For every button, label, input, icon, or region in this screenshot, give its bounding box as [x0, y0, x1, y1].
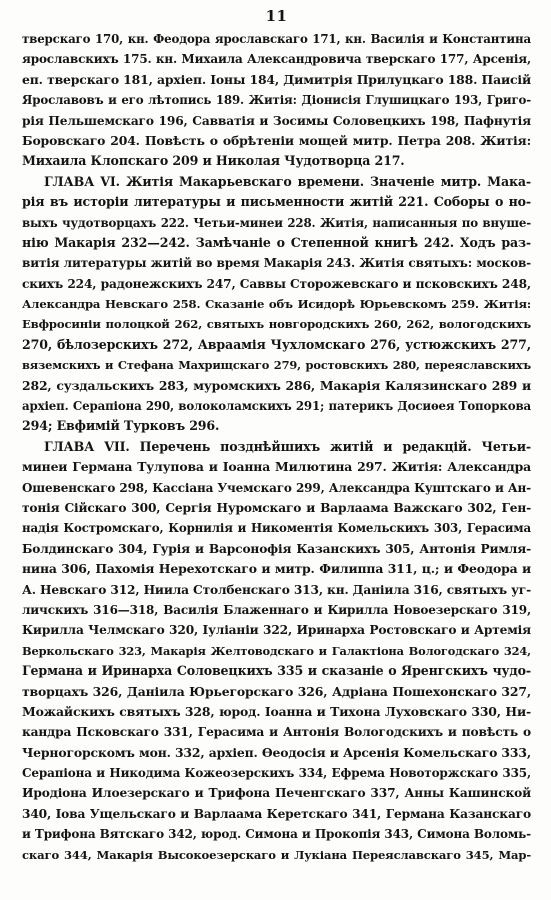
text-line: минеи Германа Тулупова и Іоанна Милютина 297. Житія: Александра [22, 459, 531, 475]
text-line: кандра Псковскаго 331, Герасима и Антонія Вологодскихъ и повѣсть о [22, 725, 531, 740]
text-line: вяземскихъ и Стефана Махрищскаго 279, ростовскихъ 280, переяславскихъ [22, 358, 531, 373]
text-line: Иродіона Илоезерскаго и Трифона Печенгскаго 337, Анны Кашинской [22, 786, 531, 801]
text-line: надія Костромскаго, Корнилія и Никоментія Комельскихъ 303, Герасима [22, 521, 531, 536]
text-line: творцахъ 326, Даніила Юрьегорскаго 326, Адріана Пошехонскаго 327, [22, 683, 531, 699]
text-line: Серапіона и Никодима Кожеозерскихъ 334, Ефрема Новоторжскаго 335, [22, 766, 531, 781]
text-line: 282, суздальскихъ 283, муромскихъ 286, Макарія Калязинскаго 289 и [22, 377, 531, 393]
text-line: ГЛАВА VII. Перечень позднѣйшихъ житій и редакцій. Четьи- [44, 438, 531, 454]
text-line: Кирилла Челмскаго 320, Іуліаніи 322, Иринарха Ростовскаго и Артемія [22, 623, 531, 638]
text-line: Болдинскаго 304, Гурія и Варсонофія Казанскихъ 305, Антонія Римля- [22, 541, 531, 556]
text-line: 270, бѣлозерскихъ 272, Авраамія Чухломскаго 276, устюжскихъ 277, [22, 336, 531, 352]
text-line: личскихъ 316—318, Василія Блаженнаго и Кирилла Новоезерскаго 319, [22, 602, 531, 617]
text-line: Боровскаго 204. Повѣсть о обрѣтеніи мощей митр. Петра 208. Житія: [22, 132, 531, 148]
text-line: еп. тверскаго 181, архіеп. Іоны 184, Димитрія Прилуцкаго 188. Паисій [22, 71, 531, 87]
body-text [22, 29, 531, 865]
text-line: Евфросиніи полоцкой 262, святыхъ новгородскихъ 260, 262, вологодскихъ [22, 317, 531, 332]
text-line: выхъ чудотворцахъ 222. Четьи-минеи 228. Житія, написанныя по внуше- [22, 215, 531, 230]
text-line: скихъ 224, радонежскихъ 247, Саввы Сторожевскаго и псковскихъ 248, [22, 276, 531, 291]
text-line: ярославскихъ 175. кн. Михаила Александровича тверскаго 177, Арсенія, [22, 52, 531, 67]
text-line: рія Пельшемскаго 196, Савватія и Зосимы Соловецкихъ 198, Пафнутія [22, 113, 531, 128]
text-line: А. Невскаго 312, Ниила Столбенскаго 313, кн. Даніила 316, святыхъ уг- [22, 582, 531, 597]
text-line: Ошевенскаго 298, Кассіана Учемскаго 299, Александра Куштскаго и Ан- [22, 480, 531, 495]
text-line: Ярославовъ и его лѣтопись 189. Житія: Діонисія Глушицкаго 193, Григо- [22, 93, 531, 108]
text-line: рія въ исторіи литературы и письменности житій 221. Соборы о но- [22, 194, 531, 210]
page-number: 11 [265, 7, 288, 25]
text-line: скаго 344, Макарія Высокоезерскаго и Лукіана Переяславскаго 345, Мар- [22, 847, 531, 862]
text-line: тверскаго 170, кн. Феодора ярославскаго 171, кн. Василія и Константина [22, 32, 531, 46]
text-line: витія литературы житій во время Макарія 243. Житія святыхъ: москов- [22, 256, 531, 271]
text-line: Александра Невскаго 258. Сказаніе объ Исидорѣ Юрьевскомъ 259. Житія: [22, 297, 531, 312]
text-line: Германа и Иринарха Соловецкихъ 335 и сказаніе о Яренгскихъ чудо- [22, 663, 531, 679]
text-line: и Трифона Вятскаго 342, юрод. Симона и Прокопія 343, Симона Воломь- [22, 827, 531, 842]
text-line: архіеп. Серапіона 290, волоколамскихъ 291; патерикъ Досиѳея Топоркова [22, 399, 531, 414]
text-line: Веркольскаго 323, Макарія Желтоводскаго и Галактіона Вологодскаго 324, [22, 643, 531, 658]
text-line: Черногорскомъ мон. 332, архіеп. Ѳеодосія и Арсенія Комельскаго 333, [22, 744, 531, 760]
text-line: 294; Евфимій Турковъ 296. [22, 418, 220, 434]
text-line: нина 306, Пахомія Нерехотскаго и митр. Филиппа 311, ц.; и Феодора и [22, 561, 531, 577]
text-line: ГЛАВА VI. Житія Макарьевскаго времени. Значеніе митр. Мака- [44, 173, 531, 189]
text-line: Михаила Клопскаго 209 и Николая Чудотворца 217. [22, 153, 405, 169]
text-line: тонія Сійскаго 300, Сергія Нуромскаго и Варлаама Важскаго 302, Ген- [22, 500, 531, 515]
text-line: нію Макарія 232—242. Замѣчаніе о Степенной книгѣ 242. Ходъ раз- [22, 234, 531, 250]
text-line: Можайскихъ святыхъ 328, юрод. Іоанна и Тихона Луховскаго 330, Ни- [22, 703, 531, 719]
text-line: 340, Іова Ущельскаго и Варлаама Керетскаго 341, Германа Казанскаго [22, 806, 531, 821]
